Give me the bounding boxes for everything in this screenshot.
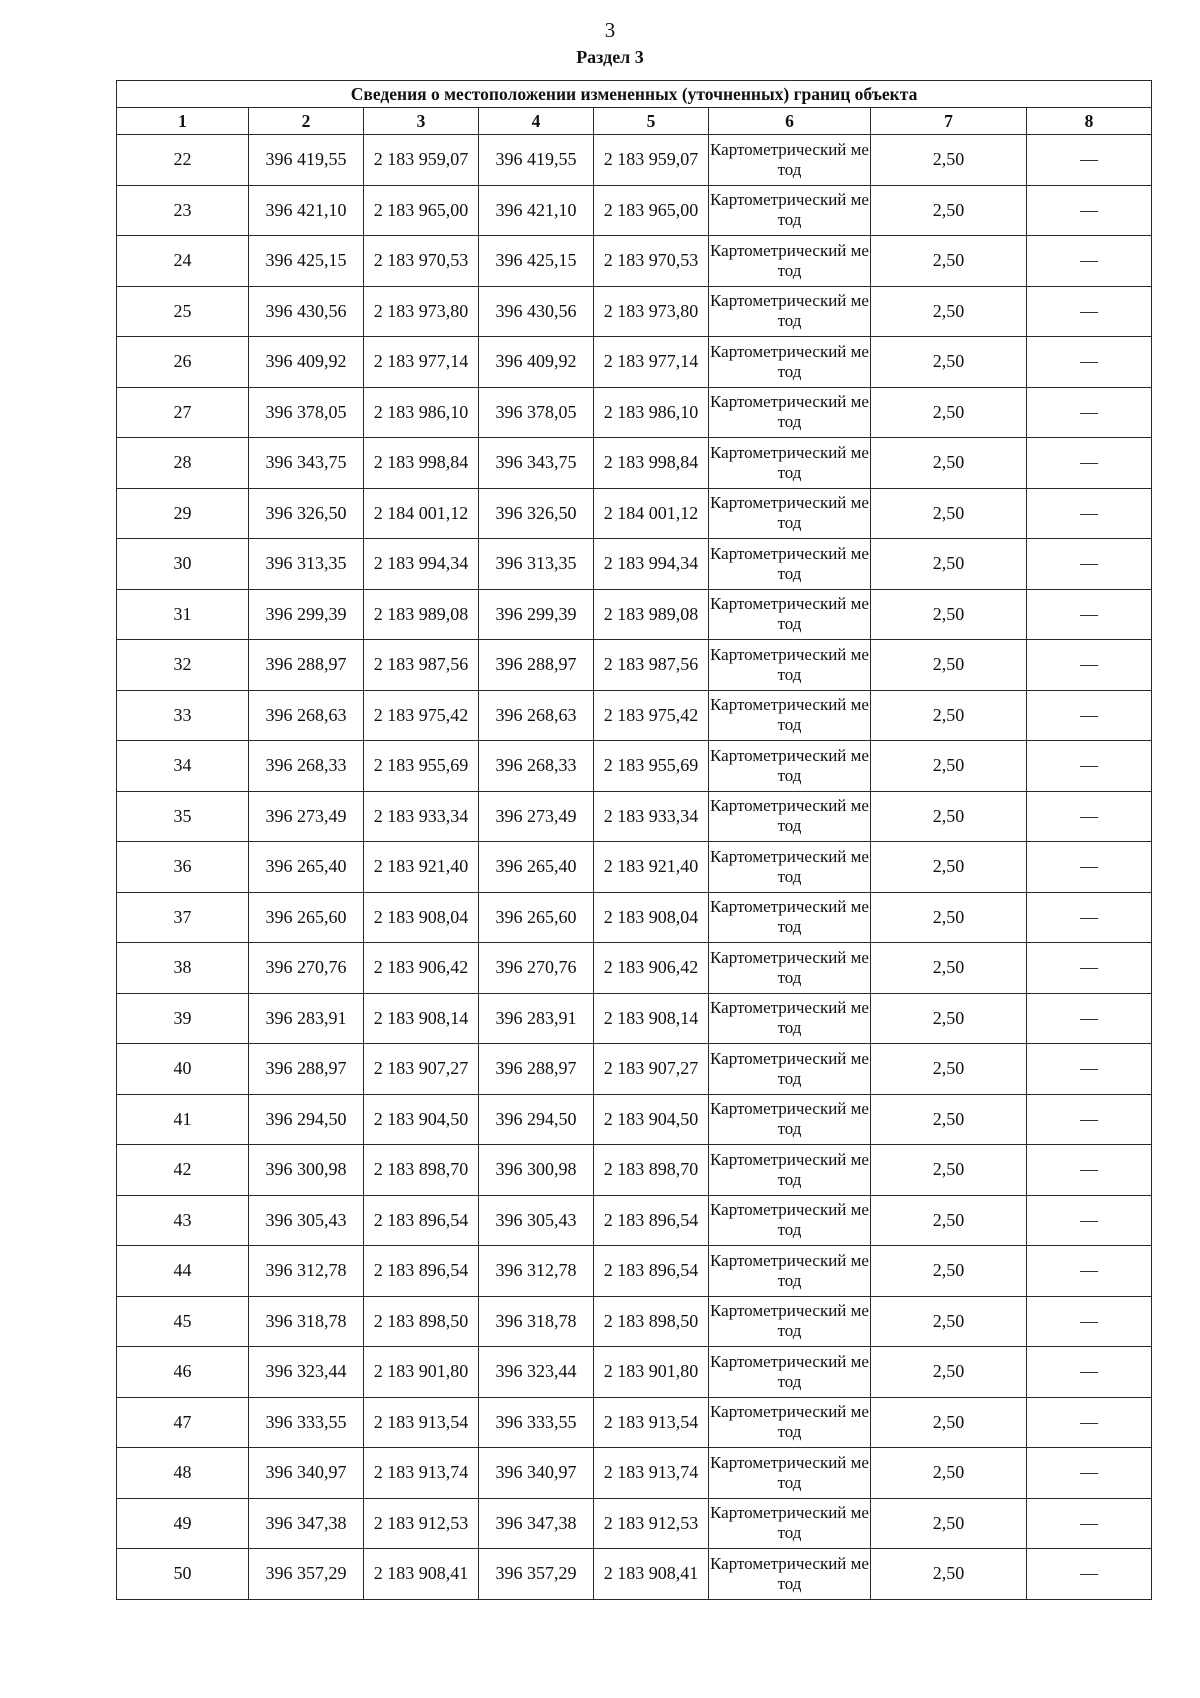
table-cell: — — [1027, 589, 1152, 640]
table-cell: Картометрический метод — [709, 589, 871, 640]
table-cell: Картометрический метод — [709, 1195, 871, 1246]
table-row — [117, 943, 1152, 994]
table-cell: 2,50 — [871, 690, 1027, 741]
table-row — [117, 337, 1152, 388]
table-cell: 396 268,33 — [479, 741, 594, 792]
table-cell: 2 183 986,10 — [594, 387, 709, 438]
table-cell: 2 183 913,74 — [594, 1448, 709, 1499]
table-cell: Картометрический метод — [709, 842, 871, 893]
table-cell: — — [1027, 1044, 1152, 1095]
table-cell: 396 347,38 — [479, 1498, 594, 1549]
table-cell: 396 357,29 — [249, 1549, 364, 1600]
table-cell: 22 — [117, 135, 249, 186]
table-cell: 36 — [117, 842, 249, 893]
table-cell: 396 378,05 — [249, 387, 364, 438]
column-number-2: 2 — [249, 108, 364, 135]
table-cell: 46 — [117, 1347, 249, 1398]
table-cell: — — [1027, 1498, 1152, 1549]
table-cell: 2,50 — [871, 1195, 1027, 1246]
table-cell: — — [1027, 842, 1152, 893]
table-cell: — — [1027, 236, 1152, 287]
column-number-7: 7 — [871, 108, 1027, 135]
table-cell: 396 318,78 — [479, 1296, 594, 1347]
table-cell: — — [1027, 791, 1152, 842]
table-row — [117, 892, 1152, 943]
column-number-row — [117, 108, 1152, 135]
table-cell: 24 — [117, 236, 249, 287]
table-cell: Картометрический метод — [709, 1498, 871, 1549]
table-row — [117, 387, 1152, 438]
table-cell: Картометрический метод — [709, 1094, 871, 1145]
table-cell: — — [1027, 387, 1152, 438]
table-cell: 396 340,97 — [249, 1448, 364, 1499]
section-title: Раздел 3 — [576, 47, 644, 67]
table-cell: 38 — [117, 943, 249, 994]
table-cell: — — [1027, 741, 1152, 792]
table-cell: 396 273,49 — [479, 791, 594, 842]
table-cell: 2 183 921,40 — [594, 842, 709, 893]
table-cell: — — [1027, 286, 1152, 337]
table-row — [117, 1246, 1152, 1297]
table-cell: 396 430,56 — [249, 286, 364, 337]
table-cell: 2 183 908,41 — [594, 1549, 709, 1600]
table-cell: — — [1027, 690, 1152, 741]
table-cell: 396 409,92 — [479, 337, 594, 388]
table-cell: 396 268,33 — [249, 741, 364, 792]
table-cell: 396 421,10 — [249, 185, 364, 236]
table-cell: 2,50 — [871, 286, 1027, 337]
table-cell: 2 183 921,40 — [364, 842, 479, 893]
table-cell: 396 305,43 — [249, 1195, 364, 1246]
table-cell: 396 357,29 — [479, 1549, 594, 1600]
table-cell: 2,50 — [871, 640, 1027, 691]
table-cell: 2 183 955,69 — [364, 741, 479, 792]
table-cell: — — [1027, 1246, 1152, 1297]
table-cell: — — [1027, 993, 1152, 1044]
table-body — [117, 135, 1152, 1600]
table-cell: 2,50 — [871, 1246, 1027, 1297]
column-number-3: 3 — [364, 108, 479, 135]
table-cell: 23 — [117, 185, 249, 236]
table-cell: Картометрический метод — [709, 1296, 871, 1347]
table-cell: 2 183 898,70 — [594, 1145, 709, 1196]
table-cell: Картометрический метод — [709, 1448, 871, 1499]
table-cell: 2 183 901,80 — [364, 1347, 479, 1398]
table-cell: Картометрический метод — [709, 690, 871, 741]
table-cell: 396 318,78 — [249, 1296, 364, 1347]
table-cell: 2,50 — [871, 791, 1027, 842]
table-cell: 50 — [117, 1549, 249, 1600]
table-cell: Картометрический метод — [709, 1347, 871, 1398]
table-row — [117, 690, 1152, 741]
table-cell: Картометрический метод — [709, 286, 871, 337]
table-cell: 2 183 965,00 — [594, 185, 709, 236]
table-cell: 2 183 989,08 — [364, 589, 479, 640]
table-cell: 2 183 908,41 — [364, 1549, 479, 1600]
table-cell: 396 333,55 — [479, 1397, 594, 1448]
table-cell: 396 323,44 — [479, 1347, 594, 1398]
table-cell: 2 183 994,34 — [594, 539, 709, 590]
table-cell: 396 299,39 — [479, 589, 594, 640]
table-cell: 2,50 — [871, 1347, 1027, 1398]
table-cell: 41 — [117, 1094, 249, 1145]
table-cell: Картометрический метод — [709, 640, 871, 691]
table-cell: — — [1027, 438, 1152, 489]
table-cell: — — [1027, 135, 1152, 186]
table-cell: 396 425,15 — [479, 236, 594, 287]
table-cell: Картометрический метод — [709, 1044, 871, 1095]
table-cell: 2,50 — [871, 1549, 1027, 1600]
table-cell: 396 430,56 — [479, 286, 594, 337]
table-cell: 396 343,75 — [479, 438, 594, 489]
table-cell: 396 425,15 — [249, 236, 364, 287]
table-cell: Картометрический метод — [709, 791, 871, 842]
table-cell: 396 419,55 — [479, 135, 594, 186]
table-cell: 2 183 907,27 — [594, 1044, 709, 1095]
table-cell: 44 — [117, 1246, 249, 1297]
table-cell: 2,50 — [871, 387, 1027, 438]
table-cell: 27 — [117, 387, 249, 438]
table-cell: 25 — [117, 286, 249, 337]
table-cell: 2,50 — [871, 236, 1027, 287]
table-cell: 2 183 933,34 — [364, 791, 479, 842]
table-cell: — — [1027, 185, 1152, 236]
table-cell: — — [1027, 1397, 1152, 1448]
table-cell: 396 300,98 — [479, 1145, 594, 1196]
table-cell: 396 419,55 — [249, 135, 364, 186]
table-cell: 396 378,05 — [479, 387, 594, 438]
table-cell: 2 183 913,54 — [594, 1397, 709, 1448]
table-row — [117, 1448, 1152, 1499]
table-cell: — — [1027, 1195, 1152, 1246]
table-cell: — — [1027, 943, 1152, 994]
table-cell: 2 183 901,80 — [594, 1347, 709, 1398]
table-cell: 2,50 — [871, 488, 1027, 539]
table-cell: 396 340,97 — [479, 1448, 594, 1499]
table-cell: 48 — [117, 1448, 249, 1499]
table-cell: 2,50 — [871, 1044, 1027, 1095]
table-cell: Картометрический метод — [709, 135, 871, 186]
table-cell: 30 — [117, 539, 249, 590]
table-cell: — — [1027, 1094, 1152, 1145]
table-row — [117, 791, 1152, 842]
table-cell: 2 183 970,53 — [364, 236, 479, 287]
table-cell: 2 183 912,53 — [594, 1498, 709, 1549]
table-cell: 2,50 — [871, 135, 1027, 186]
table-cell: 45 — [117, 1296, 249, 1347]
table-cell: 396 299,39 — [249, 589, 364, 640]
table-cell: 396 300,98 — [249, 1145, 364, 1196]
table-cell: — — [1027, 1145, 1152, 1196]
table-cell: 2 183 970,53 — [594, 236, 709, 287]
table-cell: Картометрический метод — [709, 1246, 871, 1297]
table-cell: 2 183 896,54 — [594, 1246, 709, 1297]
table-cell: 2 183 955,69 — [594, 741, 709, 792]
table-cell: 2 183 959,07 — [364, 135, 479, 186]
table-cell: Картометрический метод — [709, 236, 871, 287]
table-cell: 2,50 — [871, 1094, 1027, 1145]
table-cell: 29 — [117, 488, 249, 539]
table-cell: 2,50 — [871, 337, 1027, 388]
table-cell: 34 — [117, 741, 249, 792]
table-cell: 2 183 987,56 — [594, 640, 709, 691]
table-cell: 2 183 904,50 — [364, 1094, 479, 1145]
table-cell: 2 183 913,54 — [364, 1397, 479, 1448]
table-cell: — — [1027, 337, 1152, 388]
table-cell: 2 183 908,14 — [364, 993, 479, 1044]
table-cell: Картометрический метод — [709, 488, 871, 539]
table-cell: 2 183 994,34 — [364, 539, 479, 590]
table-cell: Картометрический метод — [709, 943, 871, 994]
table-row — [117, 993, 1152, 1044]
table-row — [117, 1195, 1152, 1246]
table-cell: 2,50 — [871, 1498, 1027, 1549]
table-cell: 2 183 912,53 — [364, 1498, 479, 1549]
table-cell: 396 333,55 — [249, 1397, 364, 1448]
table-cell: 396 326,50 — [249, 488, 364, 539]
table-cell: Картометрический метод — [709, 741, 871, 792]
table-cell: Картометрический метод — [709, 539, 871, 590]
table-cell: — — [1027, 539, 1152, 590]
table-cell: 33 — [117, 690, 249, 741]
table-row — [117, 842, 1152, 893]
table-cell: 43 — [117, 1195, 249, 1246]
table-caption-row — [117, 81, 1152, 108]
table-cell: 39 — [117, 993, 249, 1044]
table-cell: 2 183 906,42 — [364, 943, 479, 994]
table-cell: 396 343,75 — [249, 438, 364, 489]
table-cell: 2 183 907,27 — [364, 1044, 479, 1095]
table-cell: Картометрический метод — [709, 892, 871, 943]
table-row — [117, 741, 1152, 792]
table-cell: 2 183 898,50 — [364, 1296, 479, 1347]
table-cell: 396 347,38 — [249, 1498, 364, 1549]
table-cell: — — [1027, 1347, 1152, 1398]
table-cell: 2 183 908,04 — [364, 892, 479, 943]
table-cell: 2 183 896,54 — [364, 1195, 479, 1246]
table-row — [117, 135, 1152, 186]
table-row — [117, 640, 1152, 691]
table-cell: 396 288,97 — [249, 640, 364, 691]
table-cell: 2,50 — [871, 842, 1027, 893]
table-cell: 2 183 904,50 — [594, 1094, 709, 1145]
table-cell: 2 183 973,80 — [364, 286, 479, 337]
table-cell: 2,50 — [871, 185, 1027, 236]
table-cell: 2 183 896,54 — [594, 1195, 709, 1246]
table-cell: — — [1027, 892, 1152, 943]
table-cell: 2 183 908,04 — [594, 892, 709, 943]
page-number: 3 — [604, 18, 616, 42]
table-cell: 2 183 959,07 — [594, 135, 709, 186]
table-cell: 396 265,40 — [249, 842, 364, 893]
table-cell: — — [1027, 1448, 1152, 1499]
table-cell: 31 — [117, 589, 249, 640]
table-cell: 37 — [117, 892, 249, 943]
table-row — [117, 438, 1152, 489]
table-cell: 396 323,44 — [249, 1347, 364, 1398]
table-cell: — — [1027, 640, 1152, 691]
table-row — [117, 1498, 1152, 1549]
table-cell: Картометрический метод — [709, 438, 871, 489]
table-cell: 2 184 001,12 — [364, 488, 479, 539]
table-cell: 2,50 — [871, 892, 1027, 943]
table-cell: 396 294,50 — [479, 1094, 594, 1145]
table-cell: 2 183 998,84 — [364, 438, 479, 489]
table-cell: 396 288,97 — [249, 1044, 364, 1095]
table-cell: 2,50 — [871, 438, 1027, 489]
table-cell: 2,50 — [871, 589, 1027, 640]
table-cell: 2 183 975,42 — [364, 690, 479, 741]
table-row — [117, 488, 1152, 539]
table-cell: Картометрический метод — [709, 993, 871, 1044]
table-cell: 396 312,78 — [249, 1246, 364, 1297]
table-cell: 2 184 001,12 — [594, 488, 709, 539]
table-cell: 396 305,43 — [479, 1195, 594, 1246]
table-cell: Картометрический метод — [709, 387, 871, 438]
table-cell: 2 183 913,74 — [364, 1448, 479, 1499]
table-cell: 2,50 — [871, 539, 1027, 590]
table-row — [117, 1397, 1152, 1448]
table-cell: — — [1027, 1296, 1152, 1347]
table-cell: 396 265,60 — [479, 892, 594, 943]
table-cell: 2 183 986,10 — [364, 387, 479, 438]
table-cell: 396 273,49 — [249, 791, 364, 842]
table-cell: 396 265,40 — [479, 842, 594, 893]
column-number-4: 4 — [479, 108, 594, 135]
table-cell: 396 268,63 — [479, 690, 594, 741]
table-cell: 2 183 977,14 — [594, 337, 709, 388]
table-row — [117, 1094, 1152, 1145]
table-cell: — — [1027, 1549, 1152, 1600]
table-row — [117, 185, 1152, 236]
table-cell: Картометрический метод — [709, 1549, 871, 1600]
table-cell: 396 409,92 — [249, 337, 364, 388]
column-number-1: 1 — [117, 108, 249, 135]
table-cell: Картометрический метод — [709, 1145, 871, 1196]
table-cell: 396 421,10 — [479, 185, 594, 236]
table-cell: 2 183 898,50 — [594, 1296, 709, 1347]
table-row — [117, 1296, 1152, 1347]
table-row — [117, 539, 1152, 590]
table-cell: 2 183 998,84 — [594, 438, 709, 489]
table-cell: Картометрический метод — [709, 337, 871, 388]
table-cell: 396 313,35 — [479, 539, 594, 590]
table-cell: 2,50 — [871, 1296, 1027, 1347]
table-cell: 396 270,76 — [479, 943, 594, 994]
table-cell: 2 183 989,08 — [594, 589, 709, 640]
table-cell: 40 — [117, 1044, 249, 1095]
table-cell: 2 183 896,54 — [364, 1246, 479, 1297]
table-cell: Картометрический метод — [709, 185, 871, 236]
table-row — [117, 589, 1152, 640]
table-cell: 2 183 933,34 — [594, 791, 709, 842]
column-number-6: 6 — [709, 108, 871, 135]
table-cell: 26 — [117, 337, 249, 388]
table-cell: 396 288,97 — [479, 1044, 594, 1095]
table-caption: Сведения о местоположении измененных (уточненных) границ объекта — [117, 81, 1152, 108]
table-cell: 32 — [117, 640, 249, 691]
table-cell: 396 270,76 — [249, 943, 364, 994]
table-cell: — — [1027, 488, 1152, 539]
table-cell: 49 — [117, 1498, 249, 1549]
table-cell: 396 268,63 — [249, 690, 364, 741]
table-cell: 396 313,35 — [249, 539, 364, 590]
table-cell: 2,50 — [871, 1397, 1027, 1448]
table-cell: 396 294,50 — [249, 1094, 364, 1145]
table-cell: 35 — [117, 791, 249, 842]
column-number-5: 5 — [594, 108, 709, 135]
boundary-coordinates-table — [116, 80, 1152, 1600]
table-cell: 2 183 908,14 — [594, 993, 709, 1044]
table-cell: 42 — [117, 1145, 249, 1196]
table-cell: 2 183 965,00 — [364, 185, 479, 236]
table-cell: Картометрический метод — [709, 1397, 871, 1448]
table-row — [117, 1347, 1152, 1398]
table-row — [117, 236, 1152, 287]
table-cell: 2 183 975,42 — [594, 690, 709, 741]
table-row — [117, 286, 1152, 337]
table-cell: 2 183 973,80 — [594, 286, 709, 337]
table-cell: 2 183 906,42 — [594, 943, 709, 994]
table-cell: 396 288,97 — [479, 640, 594, 691]
table-cell: 396 283,91 — [249, 993, 364, 1044]
table-cell: 2,50 — [871, 1145, 1027, 1196]
table-cell: 2,50 — [871, 943, 1027, 994]
table-cell: 2,50 — [871, 741, 1027, 792]
table-cell: 2 183 898,70 — [364, 1145, 479, 1196]
table-cell: 47 — [117, 1397, 249, 1448]
table-cell: 2 183 977,14 — [364, 337, 479, 388]
table-cell: 396 312,78 — [479, 1246, 594, 1297]
table-cell: 396 283,91 — [479, 993, 594, 1044]
table-cell: 2 183 987,56 — [364, 640, 479, 691]
table-cell: 396 265,60 — [249, 892, 364, 943]
table-row — [117, 1044, 1152, 1095]
table-row — [117, 1145, 1152, 1196]
table-row — [117, 1549, 1152, 1600]
table-cell: 2,50 — [871, 993, 1027, 1044]
table-cell: 2,50 — [871, 1448, 1027, 1499]
table-cell: 396 326,50 — [479, 488, 594, 539]
column-number-8: 8 — [1027, 108, 1152, 135]
table-cell: 28 — [117, 438, 249, 489]
